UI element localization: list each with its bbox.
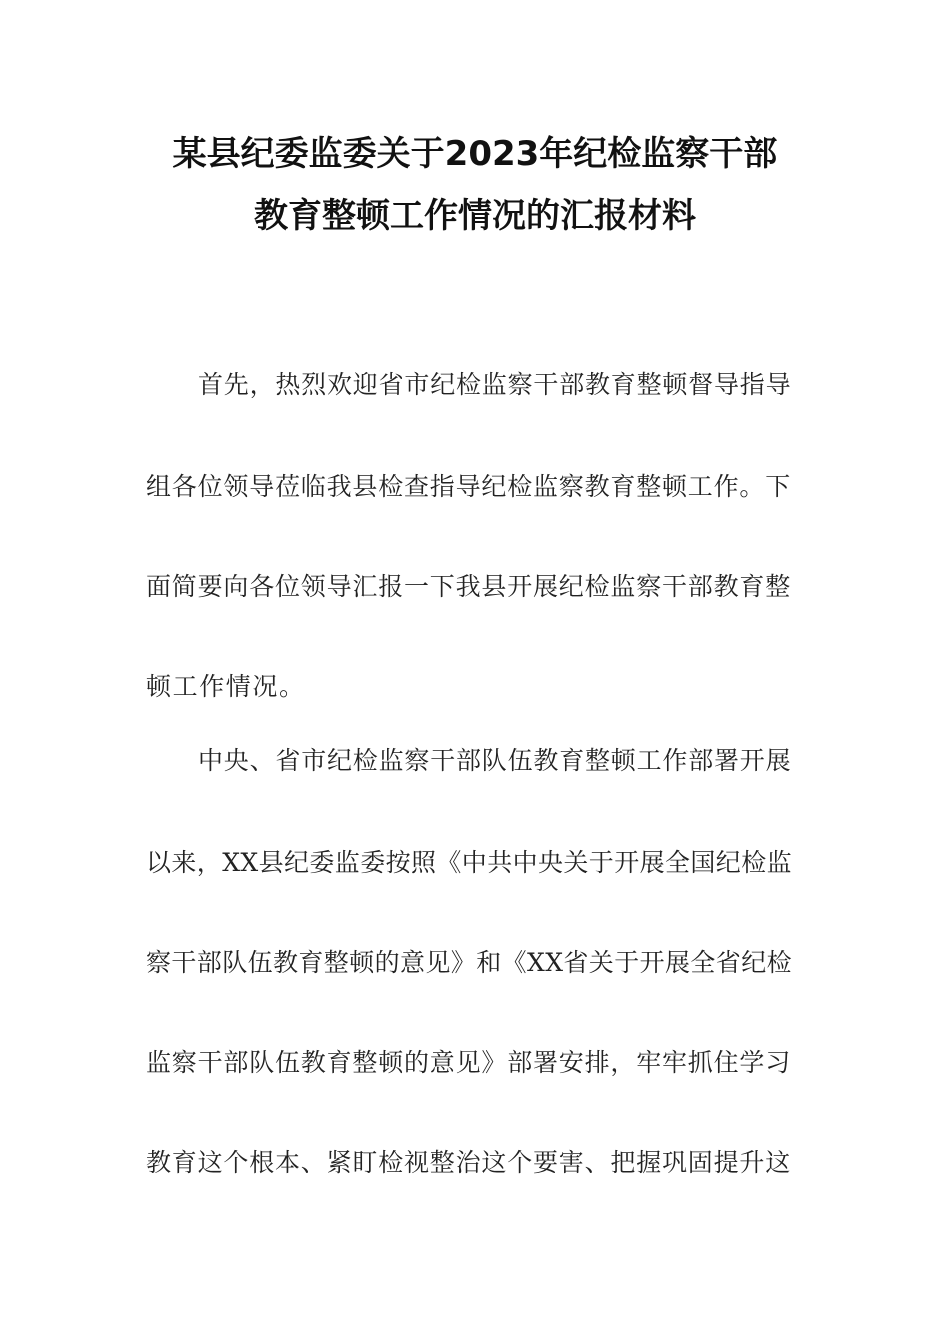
paragraph-1-line-1: 首先，热烈欢迎省市纪检监察干部教育整顿督导指导: [198, 370, 792, 399]
paragraph-2-line-5: 教育这个根本、紧盯检视整治这个要害、把握巩固提升这: [146, 1148, 792, 1177]
document-title-line-1: 某县纪委监委关于2023年纪检监察干部: [172, 134, 778, 174]
document-title-line-2: 教育整顿工作情况的汇报材料: [254, 196, 696, 236]
paragraph-1-line-2: 组各位领导莅临我县检查指导纪检监察教育整顿工作。下: [146, 472, 792, 501]
paragraph-2-line-3: 察干部队伍教育整顿的意见》和《XX省关于开展全省纪检: [146, 948, 792, 977]
paragraph-1-line-3: 面简要向各位领导汇报一下我县开展纪检监察干部教育整: [146, 572, 792, 601]
paragraph-2-line-2: 以来，XX县纪委监委按照《中共中央关于开展全国纪检监: [146, 848, 792, 877]
paragraph-2-line-4: 监察干部队伍教育整顿的意见》部署安排，牢牢抓住学习: [146, 1048, 792, 1077]
paragraph-2-line-1: 中央、省市纪检监察干部队伍教育整顿工作部署开展: [198, 746, 792, 775]
paragraph-1-line-4: 顿工作情况。: [146, 672, 306, 701]
